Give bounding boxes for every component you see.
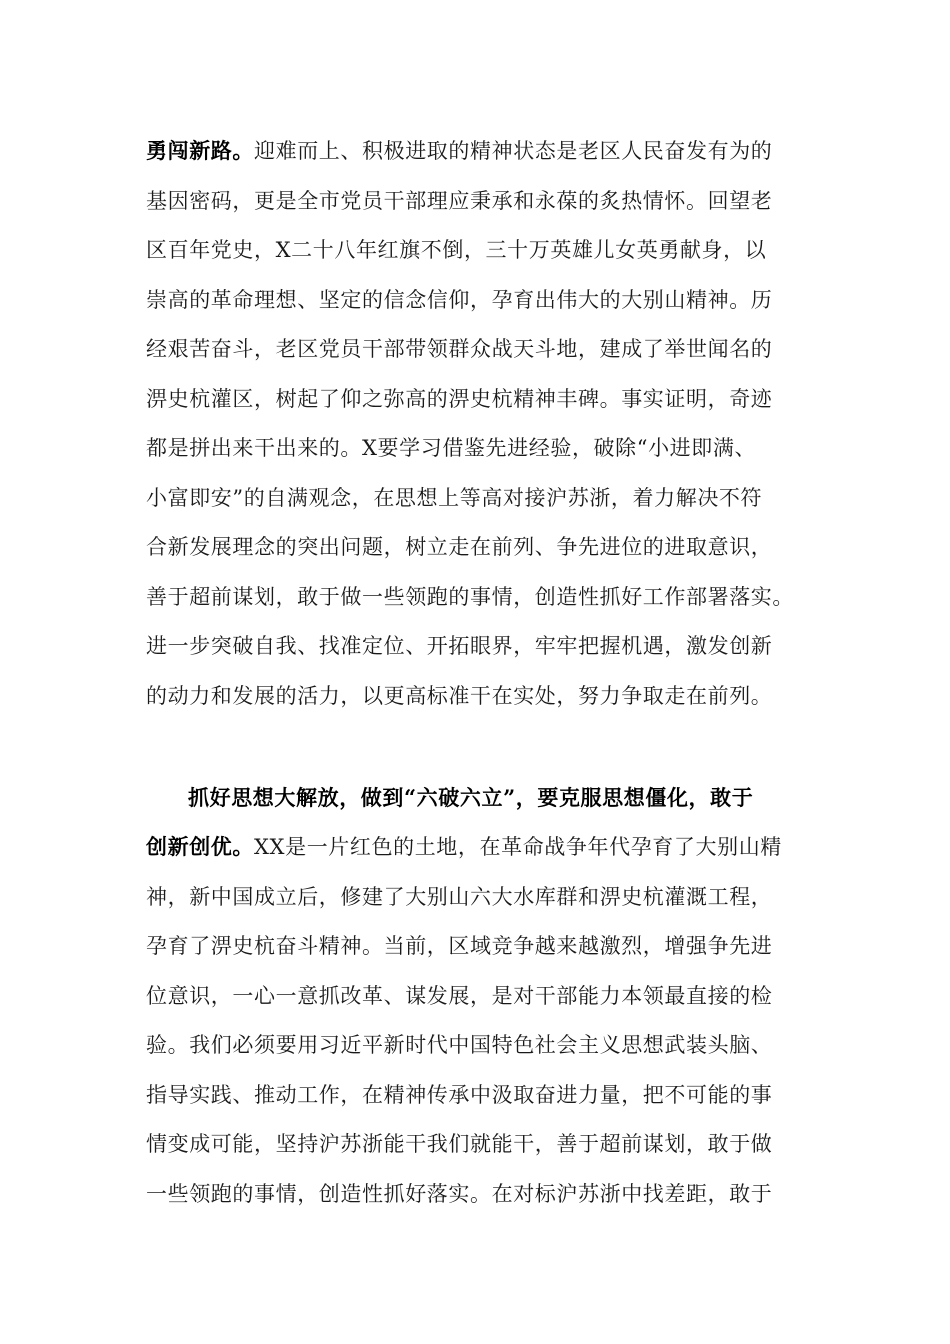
text-line: [146, 286, 772, 314]
bold-lead: 勇闯新路。: [146, 138, 254, 163]
bold-lead: 创新创优。: [146, 834, 254, 859]
line-text: 验。我们必须要用习近平新时代中国特色社会主义思想武装头脑、: [146, 1033, 773, 1057]
text-line: [146, 236, 766, 264]
line-text: 基因密码，更是全市党员干部理应秉承和永葆的炙热情怀。回望老: [146, 189, 773, 213]
line-text: 都是拼出来干出来的。X要学习借鉴先进经验，破除“小进即满、: [146, 436, 757, 460]
text-line: [146, 385, 772, 413]
line-text: 情变成可能，坚持沪苏浙能干我们就能干，善于超前谋划，敢于做: [146, 1132, 773, 1156]
line-text: 善于超前谋划，敢于做一些领跑的事情，创造性抓好工作部署落实。: [146, 585, 794, 609]
text-line: [146, 932, 772, 960]
text-line: [146, 1081, 772, 1109]
line-text: 神，新中国成立后，修建了大别山六大水库群和淠史杭灌溉工程，: [146, 885, 773, 909]
text-line: [146, 1180, 772, 1208]
line-text: 崇高的革命理想、坚定的信念信仰，孕育出伟大的大别山精神。历: [146, 288, 773, 312]
text-line: [146, 1031, 772, 1059]
line-text: 淠史杭灌区，树起了仰之弥高的淠史杭精神丰碑。事实证明，奇迹: [146, 387, 773, 411]
text-line: [146, 982, 772, 1010]
line-text: 合新发展理念的突出问题，树立走在前列、争先进位的进取意识，: [146, 535, 773, 559]
text-line: [146, 187, 772, 215]
text-line: [146, 1130, 772, 1158]
line-text: 孕育了淠史杭奋斗精神。当前，区域竞争越来越激烈，增强争先进: [146, 934, 773, 958]
line-text: 一些领跑的事情，创造性抓好落实。在对标沪苏浙中找差距，敢于: [146, 1182, 773, 1206]
text-line: [146, 533, 772, 561]
text-line: [146, 682, 772, 710]
bold-lead: 抓好思想大解放，做到“六破六立”，要克服思想僵化，敢于: [188, 785, 754, 810]
text-line: [146, 335, 772, 363]
line-text: 的动力和发展的活力，以更高标准干在实处，努力争取走在前列。: [146, 684, 773, 708]
text-line: [146, 583, 794, 611]
text-line: [146, 632, 772, 660]
line-text: 迎难而上、积极进取的精神状态是老区人民奋发有为的: [254, 139, 773, 163]
text-line: [146, 484, 762, 512]
text-line: [188, 784, 753, 812]
line-text: XX是一片红色的土地，在革命战争年代孕育了大别山精: [254, 835, 782, 859]
line-text: 位意识，一心一意抓改革、谋发展，是对干部能力本领最直接的检: [146, 984, 773, 1008]
text-line: [146, 137, 772, 165]
line-text: 进一步突破自我、找准定位、开拓眼界，牢牢把握机遇，激发创新: [146, 634, 773, 658]
text-line: [146, 434, 756, 462]
line-text: 经艰苦奋斗，老区党员干部带领群众战天斗地，建成了举世闻名的: [146, 337, 773, 361]
line-text: 指导实践、推动工作，在精神传承中汲取奋进力量，把不可能的事: [146, 1083, 773, 1107]
line-text: 区百年党史，X二十八年红旗不倒，三十万英雄儿女英勇献身，以: [146, 238, 767, 262]
line-text: 小富即安”的自满观念，在思想上等高对接沪苏浙，着力解决不符: [146, 486, 763, 510]
text-line: [146, 883, 772, 911]
text-line: [146, 833, 782, 861]
